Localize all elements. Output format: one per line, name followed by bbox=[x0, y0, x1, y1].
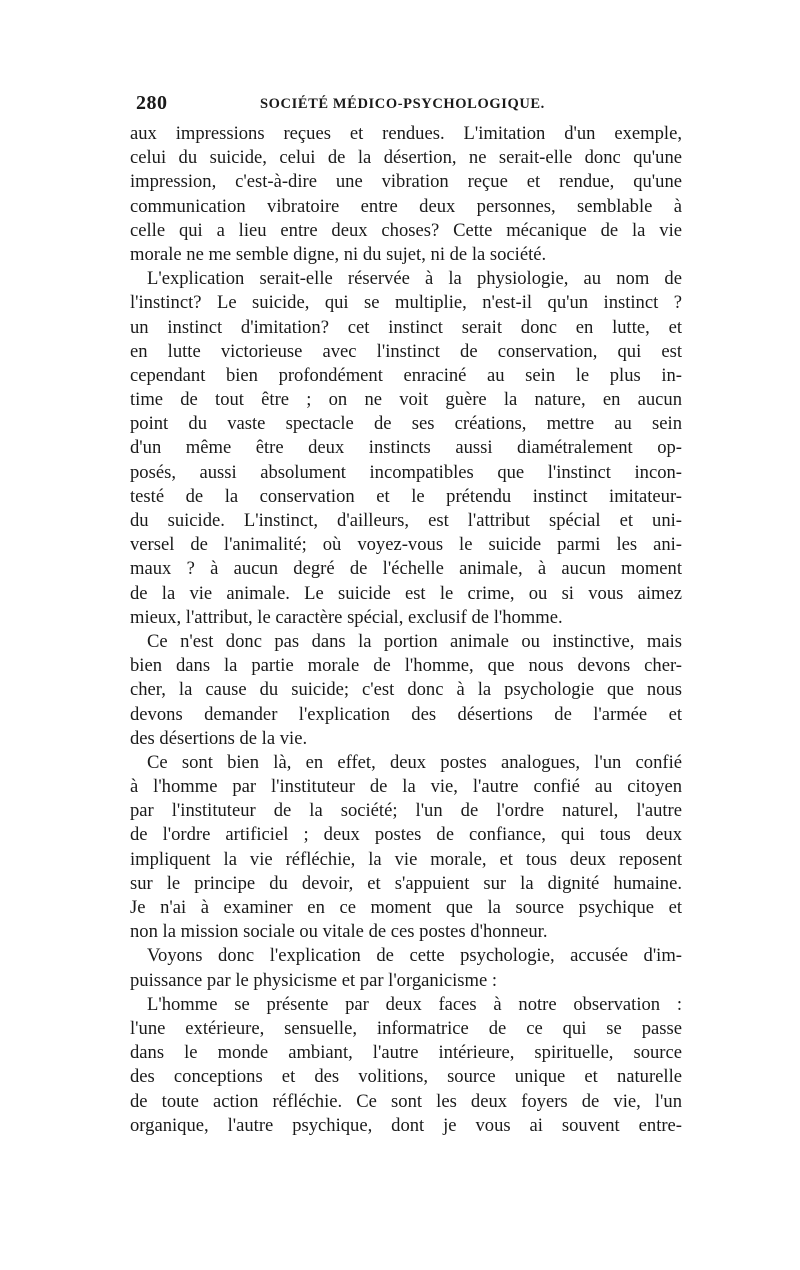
text-line: devons demander l'explication des désertions de l'armée et bbox=[130, 703, 682, 725]
text-line: en lutte victorieuse avec l'instinct de conservation, qui est bbox=[130, 340, 682, 362]
text-line: à l'homme par l'instituteur de la vie, l'autre confié au citoyen bbox=[130, 776, 682, 798]
text-line: mieux, l'attribut, le caractère spécial, exclusif de l'homme. bbox=[130, 606, 563, 628]
text-line: du suicide. L'instinct, d'ailleurs, est l'attribut spécial et uni- bbox=[130, 510, 682, 531]
text-line: Ce n'est donc pas dans la portion animale ou instinctive, mais bbox=[147, 630, 682, 652]
text-line: des désertions de la vie. bbox=[130, 727, 308, 749]
text-line: l'instinct? Le suicide, qui se multiplie, n'est-il qu'un instinct ? bbox=[130, 292, 682, 314]
text-line: sur le principe du devoir, et s'appuient sur la dignité humaine. bbox=[130, 872, 682, 894]
text-line: l'une extérieure, sensuelle, informatrice de ce qui se passe bbox=[130, 1017, 682, 1039]
text-line: maux ? à aucun degré de l'échelle animale, à aucun moment bbox=[130, 558, 682, 580]
text-line: organique, l'autre psychique, dont je vous ai souvent entre- bbox=[130, 1114, 682, 1136]
text-line: de l'ordre artificiel ; deux postes de confiance, qui tous deux bbox=[130, 824, 682, 846]
text-line: celle qui a lieu entre deux choses? Cette mécanique de la vie bbox=[130, 219, 682, 241]
text-line: impression, c'est-à-dire une vibration reçue et rendue, qu'une bbox=[130, 171, 682, 193]
text-line: Ce sont bien là, en effet, deux postes analogues, l'un confié bbox=[147, 751, 682, 773]
text-line: posés, aussi absolument incompatibles que l'instinct incon- bbox=[130, 461, 682, 483]
text-line: impliquent la vie réfléchie, la vie morale, et tous deux reposent bbox=[130, 848, 682, 870]
text-line: time de tout être ; on ne voit guère la nature, en aucun bbox=[130, 389, 682, 411]
text-line: cependant bien profondément enraciné au sein le plus in- bbox=[130, 364, 682, 386]
text-line: cher, la cause du suicide; c'est donc à la psychologie que nous bbox=[130, 679, 682, 701]
text-line: Voyons donc l'explication de cette psychologie, accusée d'im- bbox=[147, 945, 682, 967]
page-header bbox=[130, 92, 682, 122]
text-line: Je n'ai à examiner en ce moment que la source psychique et bbox=[130, 897, 682, 918]
text-line: des conceptions et des volitions, source unique et naturelle bbox=[130, 1066, 682, 1088]
text-line: bien dans la partie morale de l'homme, que nous devons cher- bbox=[130, 655, 682, 677]
text-line: point du vaste spectacle de ses créations, mettre au sein bbox=[130, 413, 682, 435]
running-head: SOCIÉTÉ MÉDICO-PSYCHOLOGIQUE. bbox=[260, 96, 545, 112]
text-line: L'explication serait-elle réservée à la physiologie, au nom de bbox=[147, 268, 682, 290]
text-line: celui du suicide, celui de la désertion, ne serait-elle donc qu'une bbox=[130, 147, 682, 169]
text-line: de toute action réfléchie. Ce sont les deux foyers de vie, l'un bbox=[130, 1090, 682, 1112]
text-line: par l'instituteur de la société; l'un de l'ordre naturel, l'autre bbox=[130, 800, 682, 822]
text-line: versel de l'animalité; où voyez-vous le suicide parmi les ani- bbox=[130, 534, 682, 556]
text-line: puissance par le physicisme et par l'organicisme : bbox=[130, 969, 498, 991]
text-line: communication vibratoire entre deux personnes, semblable à bbox=[130, 195, 682, 217]
text-line: dans le monde ambiant, l'autre intérieure, spirituelle, source bbox=[130, 1042, 682, 1064]
body-text bbox=[130, 122, 682, 1138]
text-line: d'un même être deux instincts aussi diamétralement op- bbox=[130, 437, 682, 459]
text-line: morale ne me semble digne, ni du sujet, ni de la société. bbox=[130, 243, 547, 265]
text-line: testé de la conservation et le prétendu instinct imitateur- bbox=[130, 485, 682, 507]
book-page bbox=[130, 92, 682, 1138]
page-number: 280 bbox=[136, 92, 168, 114]
text-line: L'homme se présente par deux faces à notre observation : bbox=[147, 993, 682, 1015]
text-line: non la mission sociale ou vitale de ces postes d'honneur. bbox=[130, 921, 548, 943]
text-line: aux impressions reçues et rendues. L'imitation d'un exemple, bbox=[130, 123, 682, 144]
text-line: un instinct d'imitation? cet instinct serait donc en lutte, et bbox=[130, 316, 682, 338]
text-line: de la vie animale. Le suicide est le crime, ou si vous aimez bbox=[130, 582, 682, 604]
